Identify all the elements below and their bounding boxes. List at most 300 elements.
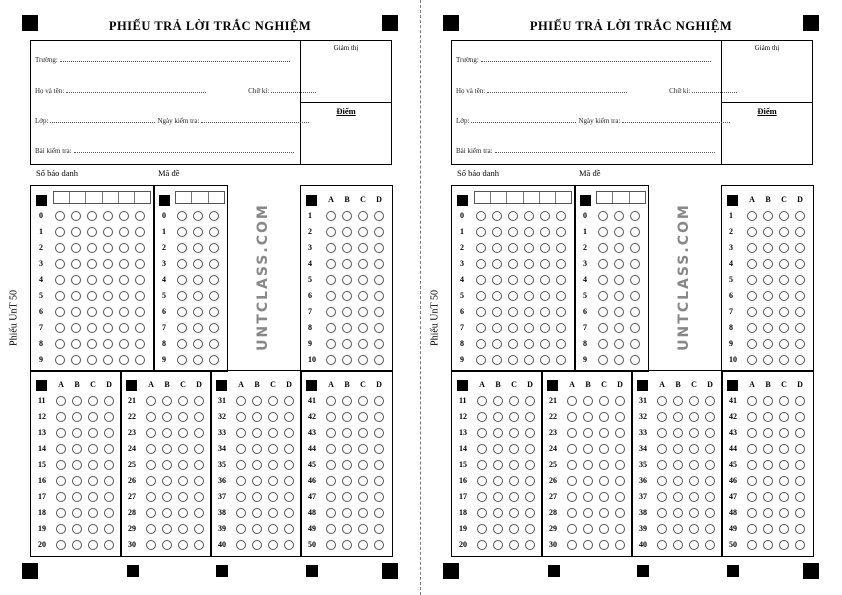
digit-write-cell[interactable] — [54, 192, 70, 203]
ma-de-bubble[interactable] — [177, 211, 187, 221]
answer-bubble[interactable] — [477, 428, 487, 438]
answer-bubble[interactable] — [178, 412, 188, 422]
so-bao-danh-bubble[interactable] — [492, 323, 502, 333]
so-bao-danh-bubble[interactable] — [55, 227, 65, 237]
answer-bubble[interactable] — [763, 460, 773, 470]
so-bao-danh-bubble[interactable] — [556, 227, 566, 237]
answer-bubble[interactable] — [493, 428, 503, 438]
answer-bubble[interactable] — [795, 428, 805, 438]
answer-bubble[interactable] — [56, 524, 66, 534]
answer-bubble[interactable] — [194, 460, 204, 470]
so-bao-danh-bubble[interactable] — [524, 291, 534, 301]
answer-bubble[interactable] — [326, 355, 336, 365]
fill-in-field[interactable] — [201, 116, 309, 123]
answer-bubble[interactable] — [72, 540, 82, 550]
so-bao-danh-bubble[interactable] — [556, 275, 566, 285]
so-bao-danh-bubble[interactable] — [508, 211, 518, 221]
answer-bubble[interactable] — [374, 243, 384, 253]
ma-de-bubble[interactable] — [193, 339, 203, 349]
so-bao-danh-bubble[interactable] — [524, 307, 534, 317]
answer-bubble[interactable] — [162, 428, 172, 438]
answer-bubble[interactable] — [795, 492, 805, 502]
answer-bubble[interactable] — [599, 460, 609, 470]
so-bao-danh-input[interactable] — [53, 191, 151, 204]
answer-bubble[interactable] — [358, 227, 368, 237]
ma-de-bubble[interactable] — [193, 243, 203, 253]
answer-bubble[interactable] — [615, 444, 625, 454]
so-bao-danh-bubble[interactable] — [103, 259, 113, 269]
so-bao-danh-bubble[interactable] — [71, 291, 81, 301]
answer-bubble[interactable] — [689, 396, 699, 406]
answer-bubble[interactable] — [146, 444, 156, 454]
answer-bubble[interactable] — [525, 428, 535, 438]
so-bao-danh-bubble[interactable] — [524, 227, 534, 237]
answer-bubble[interactable] — [509, 444, 519, 454]
answer-bubble[interactable] — [56, 460, 66, 470]
ma-de-bubble[interactable] — [598, 259, 608, 269]
so-bao-danh-bubble[interactable] — [55, 339, 65, 349]
answer-bubble[interactable] — [326, 307, 336, 317]
ma-de-bubble[interactable] — [630, 291, 640, 301]
ma-de-bubble[interactable] — [209, 227, 219, 237]
answer-bubble[interactable] — [763, 492, 773, 502]
so-bao-danh-bubble[interactable] — [87, 355, 97, 365]
so-bao-danh-bubble[interactable] — [492, 211, 502, 221]
answer-bubble[interactable] — [268, 476, 278, 486]
digit-write-cell[interactable] — [597, 192, 613, 203]
answer-bubble[interactable] — [88, 396, 98, 406]
fill-in-field[interactable] — [74, 146, 294, 153]
answer-bubble[interactable] — [763, 259, 773, 269]
answer-bubble[interactable] — [763, 275, 773, 285]
answer-bubble[interactable] — [104, 492, 114, 502]
answer-bubble[interactable] — [615, 492, 625, 502]
answer-bubble[interactable] — [615, 508, 625, 518]
answer-bubble[interactable] — [583, 492, 593, 502]
answer-bubble[interactable] — [747, 540, 757, 550]
answer-bubble[interactable] — [763, 476, 773, 486]
answer-bubble[interactable] — [509, 524, 519, 534]
fill-in-field[interactable] — [692, 86, 737, 93]
so-bao-danh-bubble[interactable] — [55, 211, 65, 221]
ma-de-bubble[interactable] — [193, 259, 203, 269]
answer-bubble[interactable] — [763, 211, 773, 221]
answer-bubble[interactable] — [583, 412, 593, 422]
answer-bubble[interactable] — [599, 444, 609, 454]
so-bao-danh-bubble[interactable] — [87, 275, 97, 285]
answer-bubble[interactable] — [342, 412, 352, 422]
answer-bubble[interactable] — [747, 492, 757, 502]
so-bao-danh-bubble[interactable] — [119, 339, 129, 349]
answer-bubble[interactable] — [374, 307, 384, 317]
answer-bubble[interactable] — [763, 428, 773, 438]
digit-write-cell[interactable] — [491, 192, 507, 203]
answer-bubble[interactable] — [252, 412, 262, 422]
ma-de-bubble[interactable] — [630, 355, 640, 365]
digit-write-cell[interactable] — [613, 192, 629, 203]
answer-bubble[interactable] — [779, 444, 789, 454]
answer-bubble[interactable] — [268, 540, 278, 550]
answer-bubble[interactable] — [284, 508, 294, 518]
answer-bubble[interactable] — [162, 476, 172, 486]
ma-de-bubble[interactable] — [209, 243, 219, 253]
answer-bubble[interactable] — [747, 355, 757, 365]
answer-bubble[interactable] — [747, 243, 757, 253]
so-bao-danh-bubble[interactable] — [476, 275, 486, 285]
answer-bubble[interactable] — [342, 524, 352, 534]
answer-bubble[interactable] — [747, 307, 757, 317]
answer-bubble[interactable] — [56, 412, 66, 422]
answer-bubble[interactable] — [493, 508, 503, 518]
answer-bubble[interactable] — [795, 259, 805, 269]
answer-bubble[interactable] — [583, 476, 593, 486]
so-bao-danh-bubble[interactable] — [87, 291, 97, 301]
answer-bubble[interactable] — [657, 396, 667, 406]
answer-bubble[interactable] — [509, 508, 519, 518]
digit-write-cell[interactable] — [70, 192, 86, 203]
ma-de-bubble[interactable] — [598, 291, 608, 301]
ma-de-bubble[interactable] — [193, 275, 203, 285]
so-bao-danh-bubble[interactable] — [508, 243, 518, 253]
answer-bubble[interactable] — [493, 412, 503, 422]
answer-bubble[interactable] — [779, 259, 789, 269]
answer-bubble[interactable] — [763, 444, 773, 454]
answer-bubble[interactable] — [747, 428, 757, 438]
digit-write-cell[interactable] — [119, 192, 135, 203]
answer-bubble[interactable] — [583, 460, 593, 470]
answer-bubble[interactable] — [342, 291, 352, 301]
digit-write-cell[interactable] — [556, 192, 571, 203]
answer-bubble[interactable] — [358, 307, 368, 317]
so-bao-danh-bubble[interactable] — [119, 211, 129, 221]
answer-bubble[interactable] — [236, 476, 246, 486]
answer-bubble[interactable] — [779, 355, 789, 365]
ma-de-bubble[interactable] — [177, 243, 187, 253]
answer-bubble[interactable] — [146, 540, 156, 550]
ma-de-bubble[interactable] — [177, 307, 187, 317]
digit-write-cell[interactable] — [209, 192, 224, 203]
ma-de-bubble[interactable] — [598, 227, 608, 237]
answer-bubble[interactable] — [689, 508, 699, 518]
digit-write-cell[interactable] — [524, 192, 540, 203]
so-bao-danh-bubble[interactable] — [556, 355, 566, 365]
ma-de-bubble[interactable] — [598, 211, 608, 221]
answer-bubble[interactable] — [56, 396, 66, 406]
answer-bubble[interactable] — [493, 476, 503, 486]
answer-bubble[interactable] — [252, 524, 262, 534]
answer-bubble[interactable] — [104, 524, 114, 534]
answer-bubble[interactable] — [178, 508, 188, 518]
answer-bubble[interactable] — [236, 396, 246, 406]
answer-bubble[interactable] — [284, 524, 294, 534]
answer-bubble[interactable] — [104, 476, 114, 486]
ma-de-bubble[interactable] — [177, 339, 187, 349]
answer-bubble[interactable] — [374, 396, 384, 406]
answer-bubble[interactable] — [342, 227, 352, 237]
ma-de-bubble[interactable] — [630, 339, 640, 349]
so-bao-danh-bubble[interactable] — [135, 227, 145, 237]
answer-bubble[interactable] — [657, 460, 667, 470]
answer-bubble[interactable] — [284, 540, 294, 550]
ma-de-bubble[interactable] — [209, 355, 219, 365]
answer-bubble[interactable] — [342, 460, 352, 470]
so-bao-danh-bubble[interactable] — [71, 243, 81, 253]
answer-bubble[interactable] — [358, 540, 368, 550]
ma-de-bubble[interactable] — [598, 243, 608, 253]
answer-bubble[interactable] — [72, 412, 82, 422]
digit-write-cell[interactable] — [135, 192, 150, 203]
digit-write-cell[interactable] — [507, 192, 523, 203]
so-bao-danh-bubble[interactable] — [119, 259, 129, 269]
answer-bubble[interactable] — [525, 524, 535, 534]
ma-de-bubble[interactable] — [177, 355, 187, 365]
answer-bubble[interactable] — [358, 211, 368, 221]
answer-bubble[interactable] — [88, 492, 98, 502]
answer-bubble[interactable] — [763, 540, 773, 550]
so-bao-danh-bubble[interactable] — [135, 211, 145, 221]
answer-bubble[interactable] — [763, 355, 773, 365]
so-bao-danh-bubble[interactable] — [492, 307, 502, 317]
so-bao-danh-bubble[interactable] — [508, 227, 518, 237]
answer-bubble[interactable] — [326, 460, 336, 470]
answer-bubble[interactable] — [326, 275, 336, 285]
fill-in-field[interactable] — [50, 116, 155, 123]
answer-bubble[interactable] — [747, 259, 757, 269]
so-bao-danh-bubble[interactable] — [524, 323, 534, 333]
answer-bubble[interactable] — [615, 476, 625, 486]
so-bao-danh-bubble[interactable] — [492, 339, 502, 349]
answer-bubble[interactable] — [567, 444, 577, 454]
answer-bubble[interactable] — [477, 396, 487, 406]
answer-bubble[interactable] — [162, 412, 172, 422]
so-bao-danh-bubble[interactable] — [540, 307, 550, 317]
answer-bubble[interactable] — [268, 492, 278, 502]
answer-bubble[interactable] — [567, 540, 577, 550]
answer-bubble[interactable] — [88, 428, 98, 438]
answer-bubble[interactable] — [374, 524, 384, 534]
ma-de-bubble[interactable] — [193, 323, 203, 333]
so-bao-danh-bubble[interactable] — [87, 243, 97, 253]
answer-bubble[interactable] — [342, 396, 352, 406]
answer-bubble[interactable] — [477, 444, 487, 454]
ma-de-bubble[interactable] — [177, 259, 187, 269]
ma-de-bubble[interactable] — [614, 243, 624, 253]
fill-in-field[interactable] — [481, 55, 711, 62]
so-bao-danh-bubble[interactable] — [55, 291, 65, 301]
ma-de-bubble[interactable] — [614, 275, 624, 285]
answer-bubble[interactable] — [509, 476, 519, 486]
answer-bubble[interactable] — [374, 291, 384, 301]
answer-bubble[interactable] — [493, 540, 503, 550]
so-bao-danh-bubble[interactable] — [540, 211, 550, 221]
ma-de-bubble[interactable] — [598, 323, 608, 333]
fill-in-field[interactable] — [60, 55, 290, 62]
answer-bubble[interactable] — [747, 211, 757, 221]
answer-bubble[interactable] — [284, 476, 294, 486]
answer-bubble[interactable] — [178, 476, 188, 486]
answer-bubble[interactable] — [657, 492, 667, 502]
so-bao-danh-bubble[interactable] — [540, 291, 550, 301]
answer-bubble[interactable] — [567, 524, 577, 534]
so-bao-danh-bubble[interactable] — [556, 259, 566, 269]
answer-bubble[interactable] — [358, 291, 368, 301]
answer-bubble[interactable] — [88, 444, 98, 454]
so-bao-danh-bubble[interactable] — [71, 211, 81, 221]
answer-bubble[interactable] — [162, 396, 172, 406]
answer-bubble[interactable] — [236, 492, 246, 502]
so-bao-danh-bubble[interactable] — [540, 355, 550, 365]
answer-bubble[interactable] — [705, 444, 715, 454]
so-bao-danh-bubble[interactable] — [103, 355, 113, 365]
answer-bubble[interactable] — [326, 323, 336, 333]
answer-bubble[interactable] — [477, 460, 487, 470]
answer-bubble[interactable] — [284, 460, 294, 470]
answer-bubble[interactable] — [795, 227, 805, 237]
so-bao-danh-bubble[interactable] — [524, 355, 534, 365]
so-bao-danh-bubble[interactable] — [492, 243, 502, 253]
answer-bubble[interactable] — [326, 339, 336, 349]
answer-bubble[interactable] — [583, 428, 593, 438]
answer-bubble[interactable] — [673, 460, 683, 470]
digit-write-cell[interactable] — [475, 192, 491, 203]
answer-bubble[interactable] — [567, 492, 577, 502]
answer-bubble[interactable] — [342, 339, 352, 349]
answer-bubble[interactable] — [795, 291, 805, 301]
so-bao-danh-bubble[interactable] — [103, 211, 113, 221]
answer-bubble[interactable] — [284, 428, 294, 438]
answer-bubble[interactable] — [146, 460, 156, 470]
answer-bubble[interactable] — [194, 412, 204, 422]
answer-bubble[interactable] — [779, 476, 789, 486]
so-bao-danh-bubble[interactable] — [71, 307, 81, 317]
so-bao-danh-bubble[interactable] — [87, 259, 97, 269]
answer-bubble[interactable] — [358, 492, 368, 502]
answer-bubble[interactable] — [747, 323, 757, 333]
fill-in-field[interactable] — [487, 86, 627, 93]
answer-bubble[interactable] — [615, 540, 625, 550]
answer-bubble[interactable] — [525, 492, 535, 502]
answer-bubble[interactable] — [779, 243, 789, 253]
so-bao-danh-bubble[interactable] — [540, 243, 550, 253]
answer-bubble[interactable] — [567, 396, 577, 406]
answer-bubble[interactable] — [567, 476, 577, 486]
so-bao-danh-bubble[interactable] — [55, 307, 65, 317]
so-bao-danh-bubble[interactable] — [540, 227, 550, 237]
answer-bubble[interactable] — [779, 540, 789, 550]
ma-de-bubble[interactable] — [209, 307, 219, 317]
answer-bubble[interactable] — [763, 396, 773, 406]
answer-bubble[interactable] — [72, 524, 82, 534]
answer-bubble[interactable] — [493, 460, 503, 470]
answer-bubble[interactable] — [374, 339, 384, 349]
answer-bubble[interactable] — [194, 492, 204, 502]
so-bao-danh-bubble[interactable] — [135, 259, 145, 269]
answer-bubble[interactable] — [795, 307, 805, 317]
answer-bubble[interactable] — [599, 508, 609, 518]
so-bao-danh-bubble[interactable] — [476, 339, 486, 349]
answer-bubble[interactable] — [342, 259, 352, 269]
answer-bubble[interactable] — [477, 524, 487, 534]
answer-bubble[interactable] — [268, 524, 278, 534]
answer-bubble[interactable] — [56, 476, 66, 486]
answer-bubble[interactable] — [795, 355, 805, 365]
answer-bubble[interactable] — [342, 211, 352, 221]
answer-bubble[interactable] — [599, 428, 609, 438]
ma-de-bubble[interactable] — [630, 227, 640, 237]
ma-de-bubble[interactable] — [598, 355, 608, 365]
so-bao-danh-bubble[interactable] — [55, 275, 65, 285]
answer-bubble[interactable] — [178, 524, 188, 534]
answer-bubble[interactable] — [268, 412, 278, 422]
ma-de-bubble[interactable] — [614, 227, 624, 237]
answer-bubble[interactable] — [795, 540, 805, 550]
answer-bubble[interactable] — [146, 492, 156, 502]
answer-bubble[interactable] — [779, 396, 789, 406]
answer-bubble[interactable] — [779, 460, 789, 470]
answer-bubble[interactable] — [747, 476, 757, 486]
answer-bubble[interactable] — [342, 428, 352, 438]
answer-bubble[interactable] — [374, 259, 384, 269]
answer-bubble[interactable] — [342, 323, 352, 333]
answer-bubble[interactable] — [284, 396, 294, 406]
answer-bubble[interactable] — [525, 540, 535, 550]
answer-bubble[interactable] — [374, 476, 384, 486]
ma-de-bubble[interactable] — [614, 323, 624, 333]
answer-bubble[interactable] — [358, 412, 368, 422]
so-bao-danh-bubble[interactable] — [87, 227, 97, 237]
so-bao-danh-bubble[interactable] — [119, 323, 129, 333]
answer-bubble[interactable] — [326, 291, 336, 301]
so-bao-danh-bubble[interactable] — [87, 339, 97, 349]
answer-bubble[interactable] — [146, 508, 156, 518]
answer-bubble[interactable] — [747, 460, 757, 470]
answer-bubble[interactable] — [326, 524, 336, 534]
answer-bubble[interactable] — [689, 476, 699, 486]
so-bao-danh-bubble[interactable] — [135, 355, 145, 365]
so-bao-danh-bubble[interactable] — [508, 259, 518, 269]
answer-bubble[interactable] — [747, 508, 757, 518]
answer-bubble[interactable] — [615, 428, 625, 438]
answer-bubble[interactable] — [162, 508, 172, 518]
answer-bubble[interactable] — [779, 307, 789, 317]
so-bao-danh-bubble[interactable] — [103, 307, 113, 317]
answer-bubble[interactable] — [705, 540, 715, 550]
answer-bubble[interactable] — [194, 508, 204, 518]
answer-bubble[interactable] — [673, 492, 683, 502]
answer-bubble[interactable] — [88, 460, 98, 470]
answer-bubble[interactable] — [705, 476, 715, 486]
answer-bubble[interactable] — [493, 444, 503, 454]
so-bao-danh-bubble[interactable] — [55, 243, 65, 253]
answer-bubble[interactable] — [194, 524, 204, 534]
answer-bubble[interactable] — [88, 476, 98, 486]
so-bao-danh-bubble[interactable] — [476, 307, 486, 317]
fill-in-field[interactable] — [66, 86, 206, 93]
answer-bubble[interactable] — [56, 508, 66, 518]
answer-bubble[interactable] — [525, 412, 535, 422]
ma-de-bubble[interactable] — [630, 259, 640, 269]
answer-bubble[interactable] — [358, 444, 368, 454]
answer-bubble[interactable] — [162, 524, 172, 534]
answer-bubble[interactable] — [358, 476, 368, 486]
answer-bubble[interactable] — [88, 540, 98, 550]
answer-bubble[interactable] — [567, 508, 577, 518]
answer-bubble[interactable] — [358, 524, 368, 534]
answer-bubble[interactable] — [763, 291, 773, 301]
ma-de-bubble[interactable] — [630, 243, 640, 253]
answer-bubble[interactable] — [236, 444, 246, 454]
answer-bubble[interactable] — [747, 396, 757, 406]
